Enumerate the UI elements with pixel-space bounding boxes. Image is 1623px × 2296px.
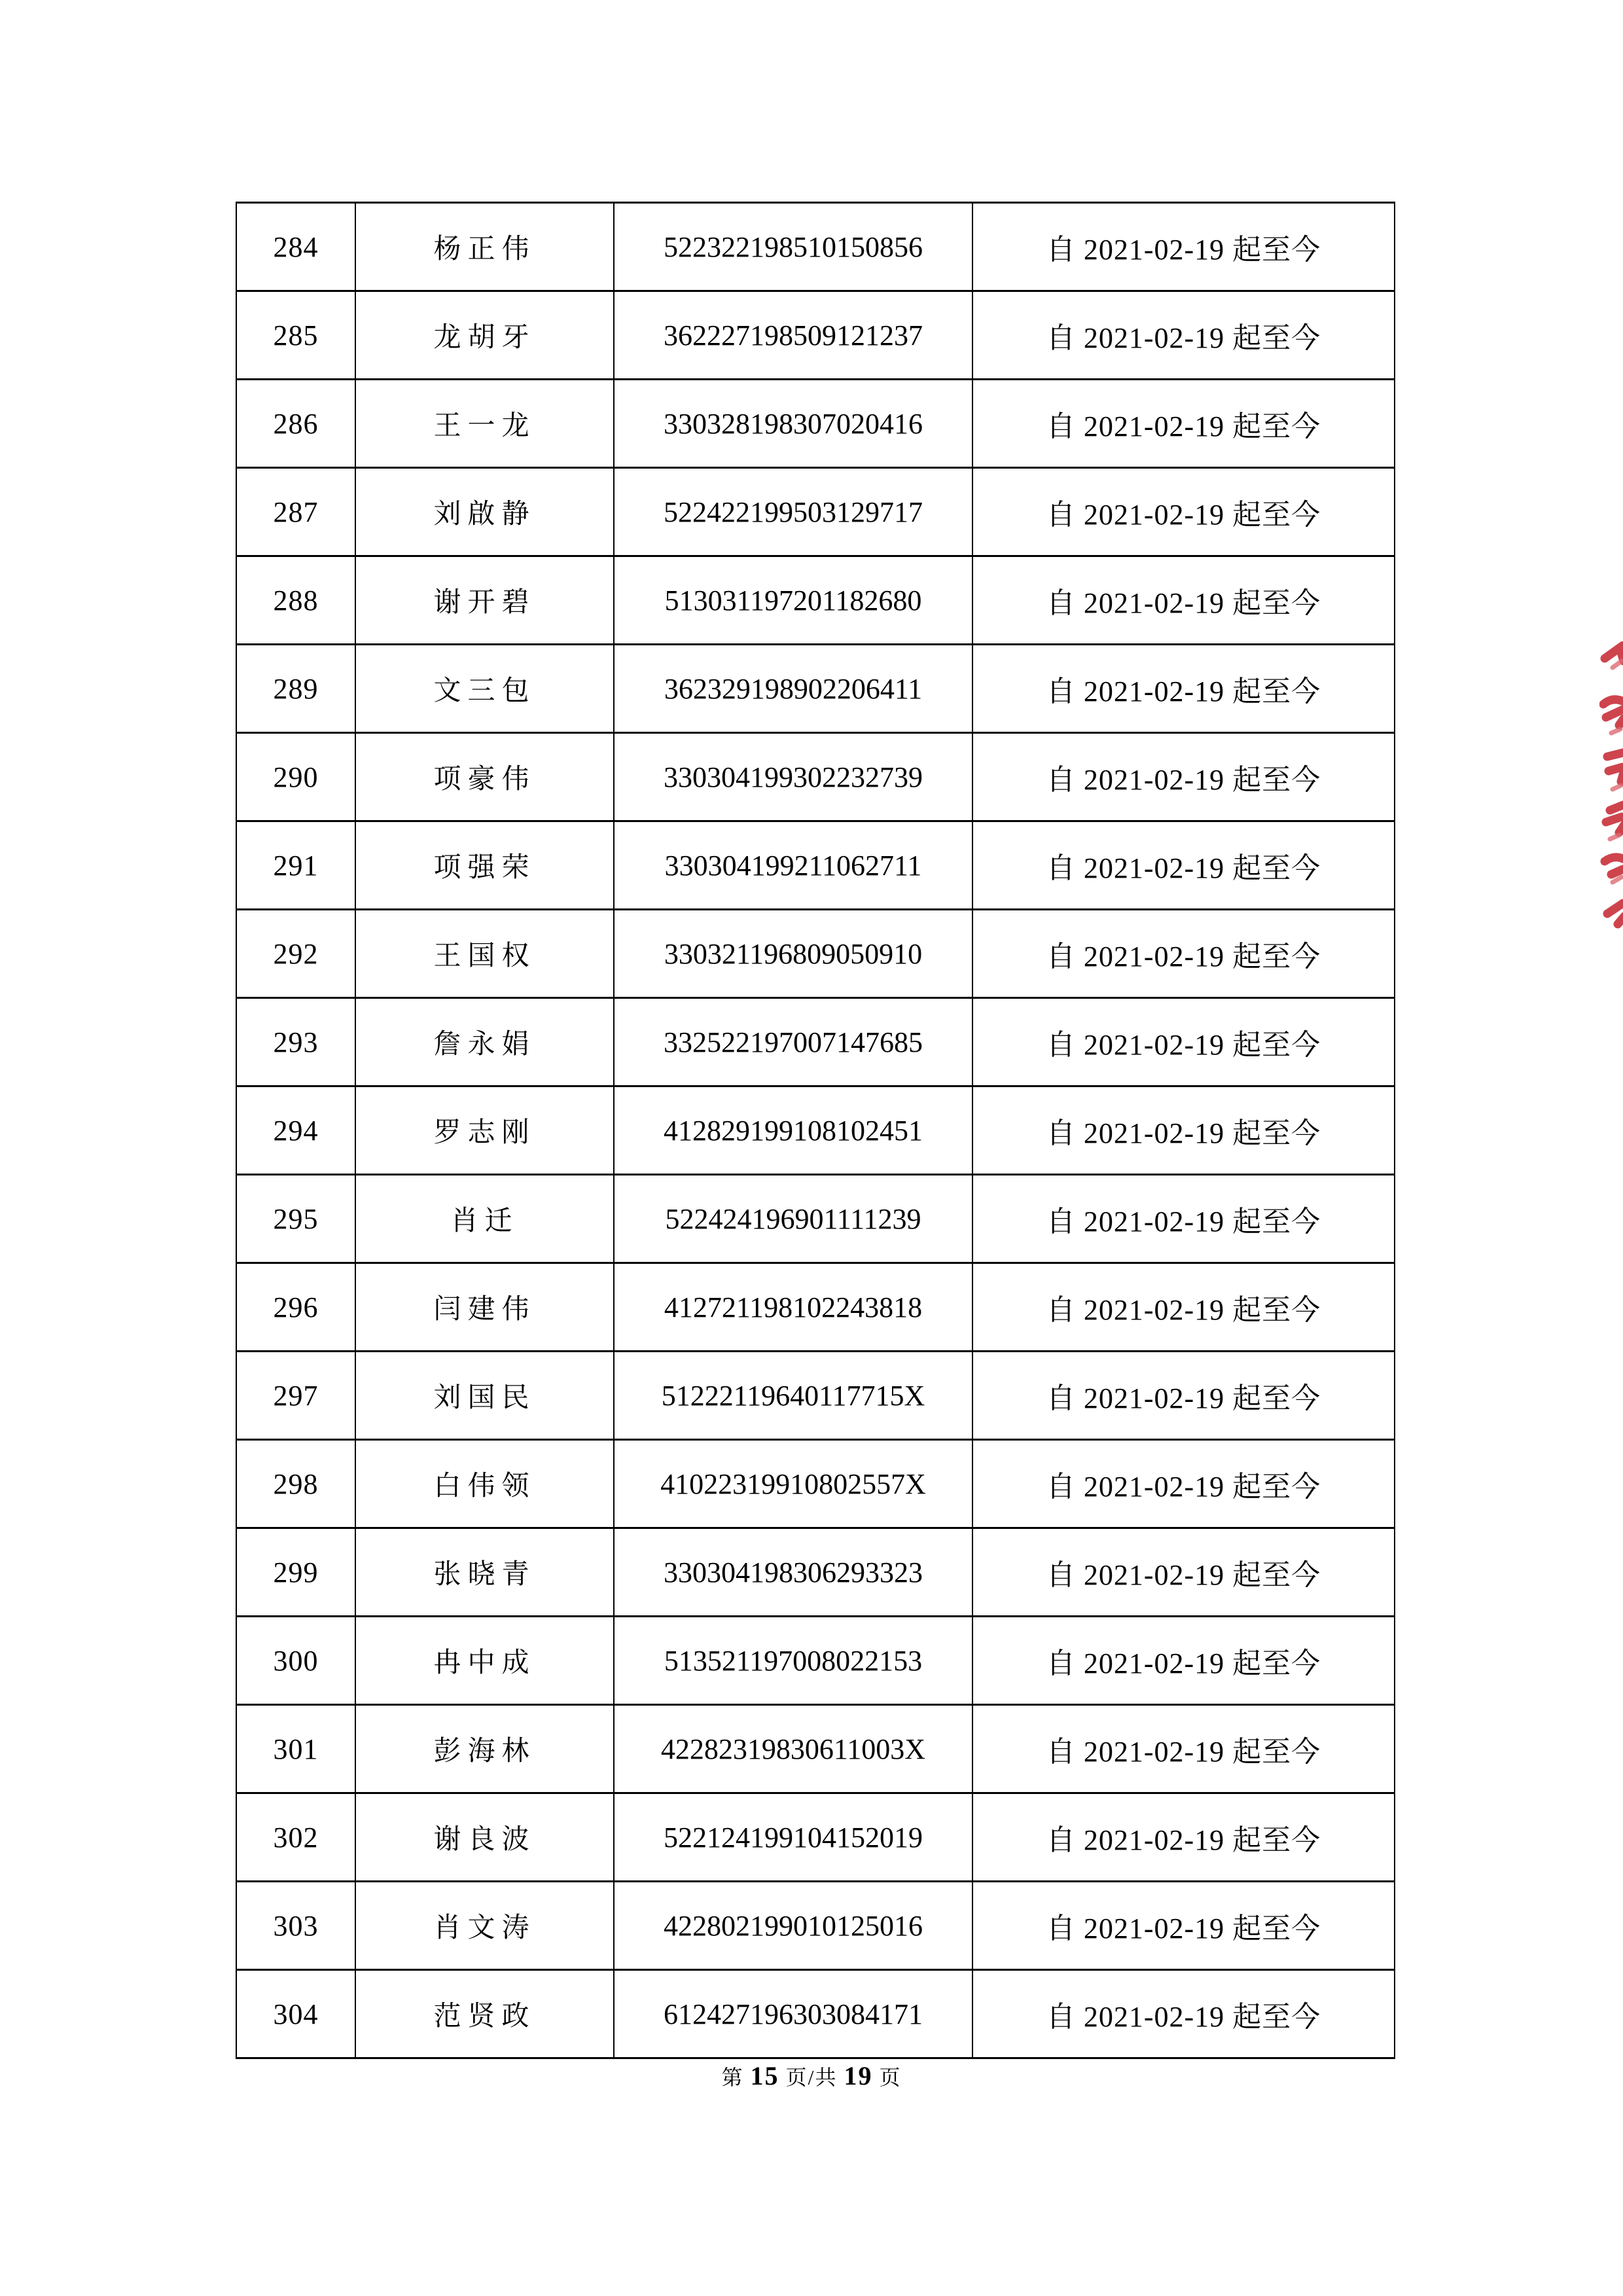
validity-period: 自 2021-02-19 起至今 (972, 1793, 1395, 1882)
table-body (236, 203, 1395, 2058)
validity-period: 自 2021-02-19 起至今 (972, 1352, 1395, 1440)
person-name: 龙胡牙 (355, 291, 614, 380)
validity-period: 自 2021-02-19 起至今 (972, 1970, 1395, 2058)
table-row (236, 203, 1395, 291)
footer-prefix: 第 (721, 2066, 744, 2089)
id-number: 522424196901111239 (614, 1175, 972, 1263)
id-number: 330328198307020416 (614, 380, 972, 468)
person-name: 谢开碧 (355, 556, 614, 645)
person-name: 闫建伟 (355, 1263, 614, 1352)
validity-period: 自 2021-02-19 起至今 (972, 1882, 1395, 1970)
row-index: 300 (236, 1617, 355, 1705)
table-row (236, 1263, 1395, 1352)
table-row (236, 291, 1395, 380)
person-name: 文三包 (355, 645, 614, 733)
id-number: 330321196809050910 (614, 910, 972, 998)
table-row (236, 821, 1395, 910)
validity-period: 自 2021-02-19 起至今 (972, 1175, 1395, 1263)
table-row (236, 1617, 1395, 1705)
validity-period: 自 2021-02-19 起至今 (972, 1528, 1395, 1617)
person-name: 彭海林 (355, 1705, 614, 1793)
validity-period: 自 2021-02-19 起至今 (972, 1617, 1395, 1705)
row-index: 296 (236, 1263, 355, 1352)
table-row (236, 645, 1395, 733)
row-index: 295 (236, 1175, 355, 1263)
person-name: 项强荣 (355, 821, 614, 910)
table-row (236, 1086, 1395, 1175)
table-row (236, 1705, 1395, 1793)
id-number: 412829199108102451 (614, 1086, 972, 1175)
row-index: 286 (236, 380, 355, 468)
table-row (236, 380, 1395, 468)
validity-period: 自 2021-02-19 起至今 (972, 733, 1395, 821)
id-number: 412721198102243818 (614, 1263, 972, 1352)
page-footer (0, 2060, 1623, 2091)
person-name: 肖文涛 (355, 1882, 614, 1970)
person-name: 罗志刚 (355, 1086, 614, 1175)
row-index: 289 (236, 645, 355, 733)
row-index: 287 (236, 468, 355, 556)
id-number: 362329198902206411 (614, 645, 972, 733)
validity-period: 自 2021-02-19 起至今 (972, 645, 1395, 733)
id-number: 612427196303084171 (614, 1970, 972, 2058)
row-index: 291 (236, 821, 355, 910)
row-index: 288 (236, 556, 355, 645)
table-row (236, 1882, 1395, 1970)
person-name: 王一龙 (355, 380, 614, 468)
row-index: 304 (236, 1970, 355, 2058)
row-index: 302 (236, 1793, 355, 1882)
row-index: 293 (236, 998, 355, 1086)
id-number: 522124199104152019 (614, 1793, 972, 1882)
row-index: 297 (236, 1352, 355, 1440)
id-number: 42282319830611003X (614, 1705, 972, 1793)
table-row (236, 733, 1395, 821)
id-number: 522322198510150856 (614, 203, 972, 291)
red-stamp-fragment-icon (1599, 641, 1623, 929)
row-index: 298 (236, 1440, 355, 1528)
table-row (236, 1528, 1395, 1617)
id-number: 330304198306293323 (614, 1528, 972, 1617)
person-name: 王国权 (355, 910, 614, 998)
id-number: 422802199010125016 (614, 1882, 972, 1970)
table-row (236, 1440, 1395, 1528)
row-index: 299 (236, 1528, 355, 1617)
person-name: 刘国民 (355, 1352, 614, 1440)
validity-period: 自 2021-02-19 起至今 (972, 998, 1395, 1086)
footer-middle: 页/共 (785, 2066, 838, 2089)
validity-period: 自 2021-02-19 起至今 (972, 1440, 1395, 1528)
table-row (236, 1175, 1395, 1263)
table-row (236, 468, 1395, 556)
person-name: 张晓青 (355, 1528, 614, 1617)
id-number: 513031197201182680 (614, 556, 972, 645)
table-row (236, 998, 1395, 1086)
person-name: 白伟领 (355, 1440, 614, 1528)
id-number: 332522197007147685 (614, 998, 972, 1086)
person-name: 范贤政 (355, 1970, 614, 2058)
roster-table-grid (236, 202, 1395, 2059)
id-number: 362227198509121237 (614, 291, 972, 380)
id-number: 513521197008022153 (614, 1617, 972, 1705)
table-row (236, 1970, 1395, 2058)
person-name: 杨正伟 (355, 203, 614, 291)
validity-period: 自 2021-02-19 起至今 (972, 203, 1395, 291)
person-name: 刘啟静 (355, 468, 614, 556)
person-name: 冉中成 (355, 1617, 614, 1705)
table-row (236, 1352, 1395, 1440)
footer-total-pages: 19 (844, 2061, 873, 2090)
validity-period: 自 2021-02-19 起至今 (972, 1086, 1395, 1175)
row-index: 303 (236, 1882, 355, 1970)
id-number: 51222119640117715X (614, 1352, 972, 1440)
validity-period: 自 2021-02-19 起至今 (972, 1263, 1395, 1352)
validity-period: 自 2021-02-19 起至今 (972, 380, 1395, 468)
table-row (236, 910, 1395, 998)
table-row (236, 556, 1395, 645)
validity-period: 自 2021-02-19 起至今 (972, 468, 1395, 556)
row-index: 301 (236, 1705, 355, 1793)
person-name: 肖迁 (355, 1175, 614, 1263)
validity-period: 自 2021-02-19 起至今 (972, 556, 1395, 645)
person-name: 项豪伟 (355, 733, 614, 821)
roster-table (236, 202, 1394, 2059)
row-index: 284 (236, 203, 355, 291)
footer-suffix: 页 (879, 2066, 902, 2089)
validity-period: 自 2021-02-19 起至今 (972, 821, 1395, 910)
person-name: 詹永娟 (355, 998, 614, 1086)
row-index: 292 (236, 910, 355, 998)
id-number: 330304199302232739 (614, 733, 972, 821)
row-index: 285 (236, 291, 355, 380)
row-index: 290 (236, 733, 355, 821)
row-index: 294 (236, 1086, 355, 1175)
id-number: 41022319910802557X (614, 1440, 972, 1528)
validity-period: 自 2021-02-19 起至今 (972, 291, 1395, 380)
footer-page-number: 15 (750, 2061, 779, 2090)
validity-period: 自 2021-02-19 起至今 (972, 1705, 1395, 1793)
id-number: 330304199211062711 (614, 821, 972, 910)
id-number: 522422199503129717 (614, 468, 972, 556)
table-row (236, 1793, 1395, 1882)
person-name: 谢良波 (355, 1793, 614, 1882)
validity-period: 自 2021-02-19 起至今 (972, 910, 1395, 998)
